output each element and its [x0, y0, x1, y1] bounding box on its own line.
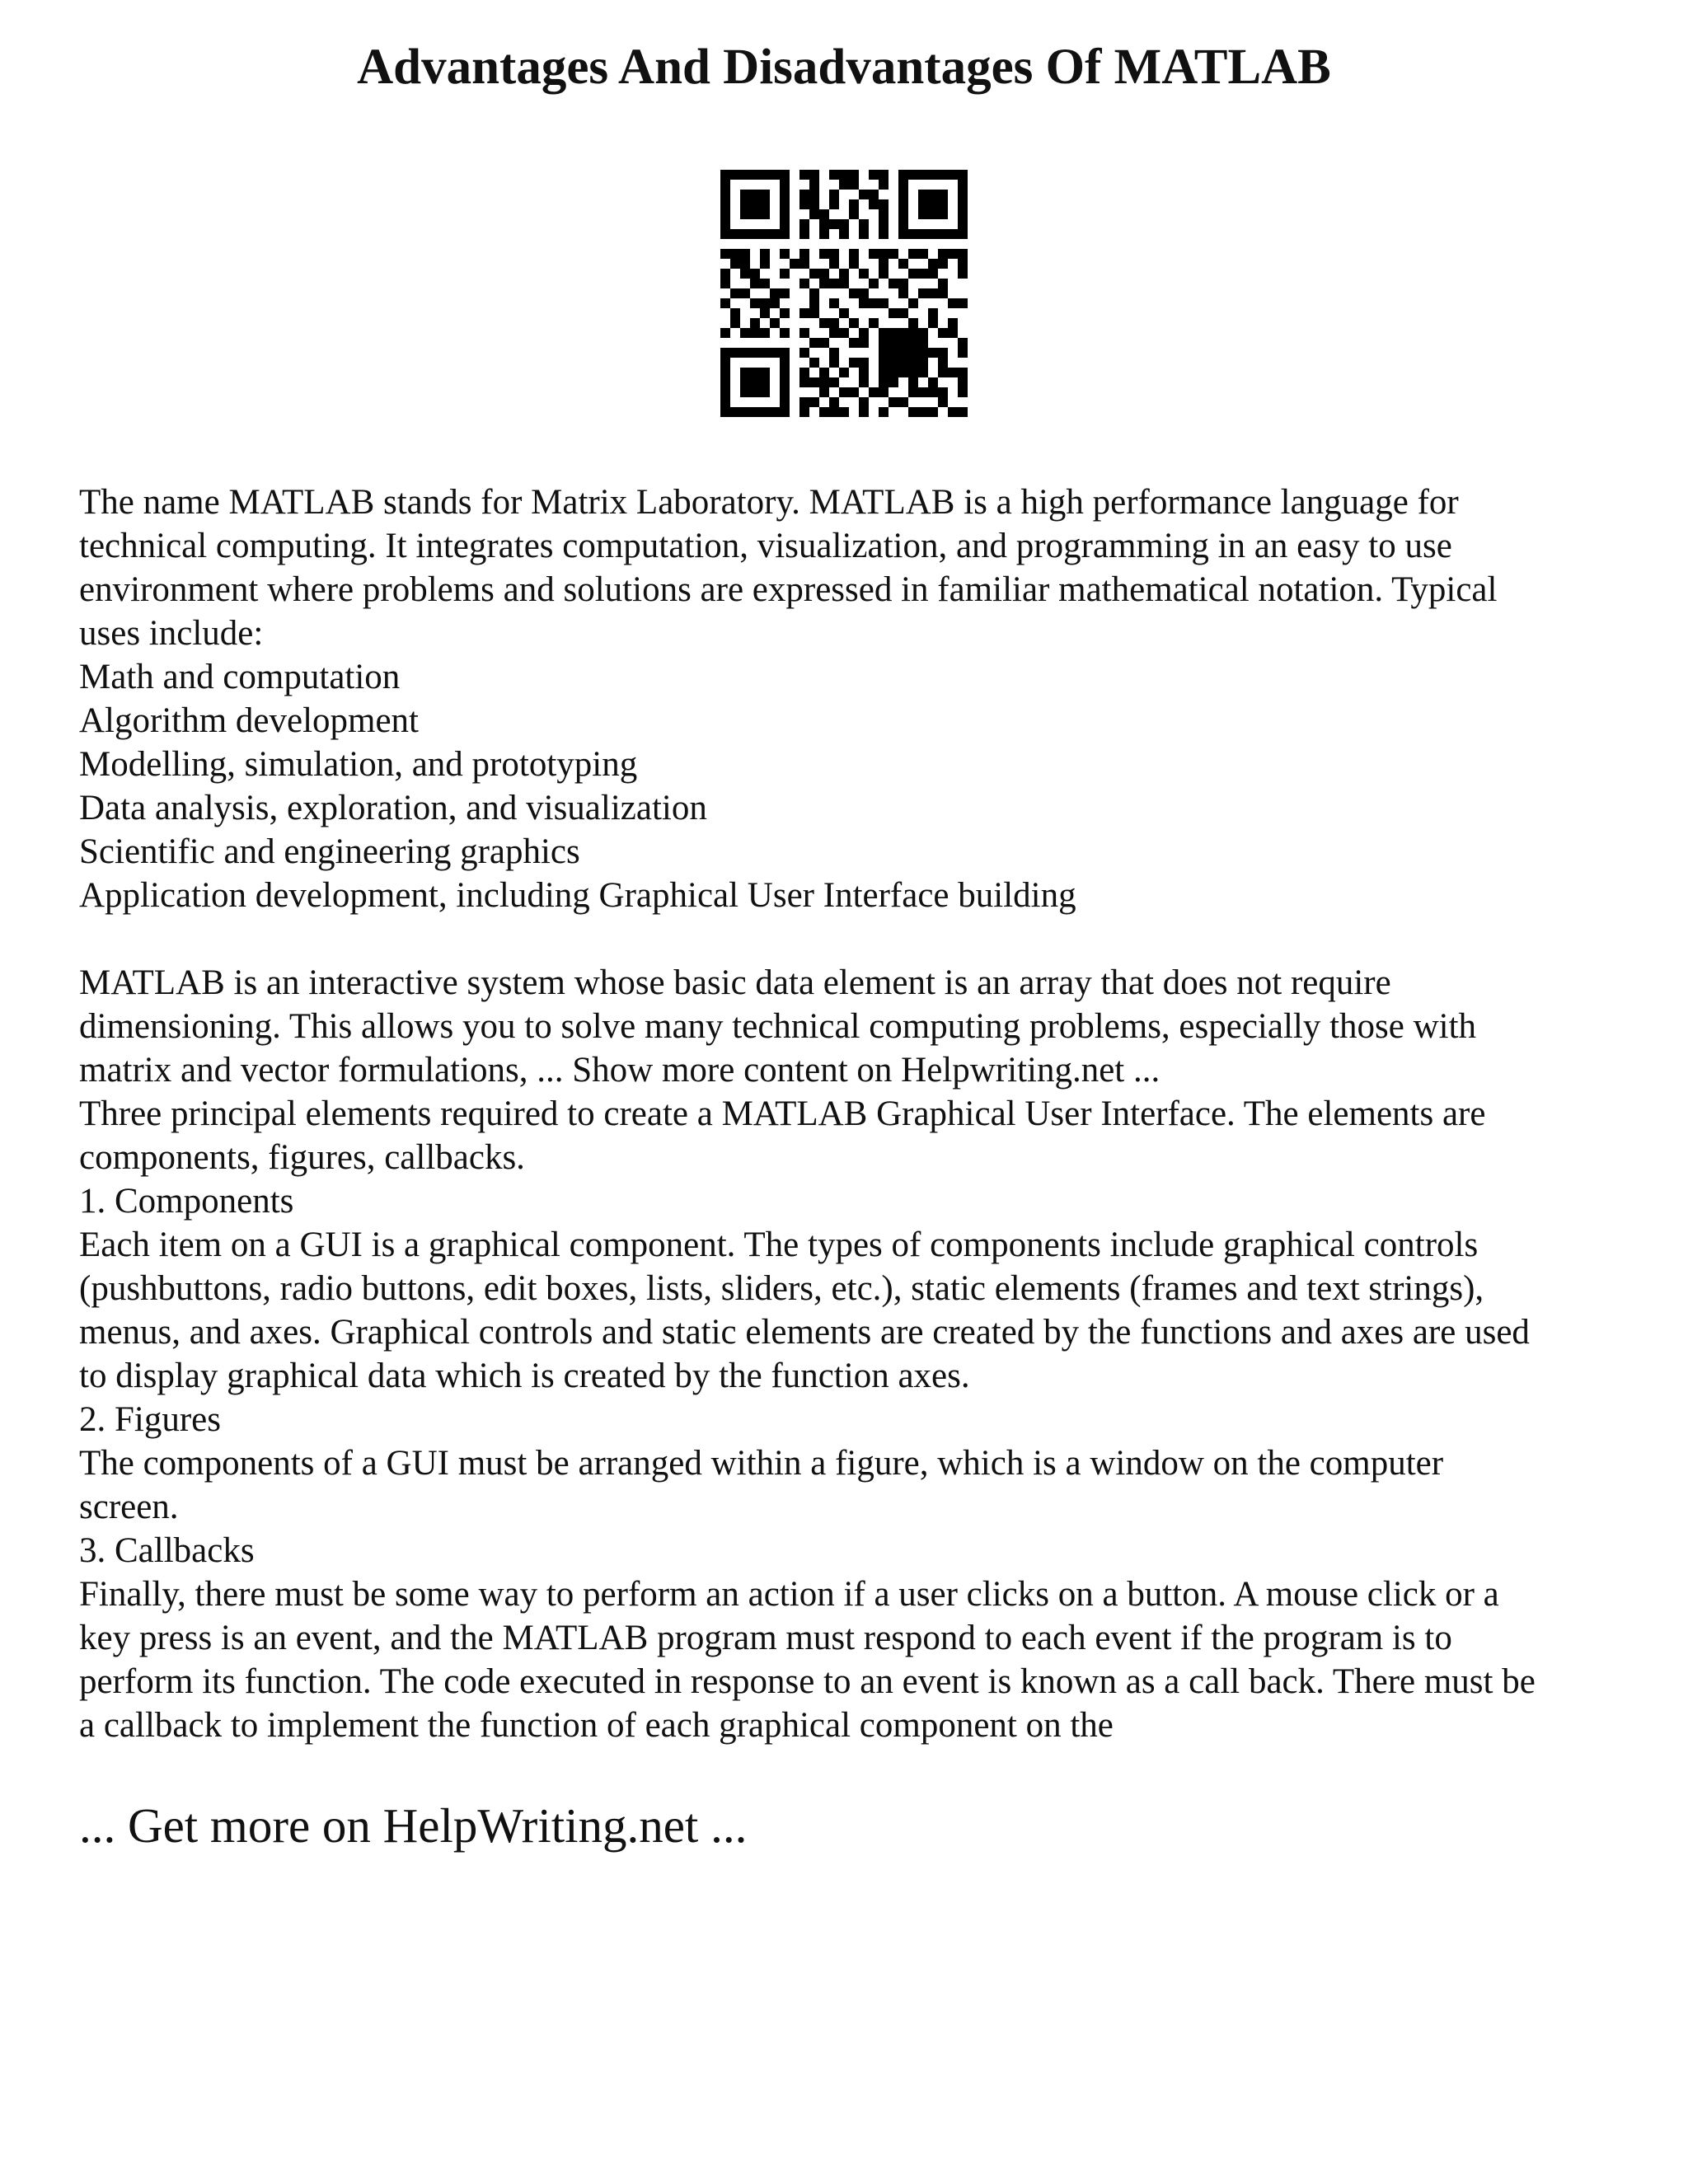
body-line: (pushbuttons, radio buttons, edit boxes, lists, sliders, etc.), static elements (frames and text strings), [79, 1269, 1484, 1308]
section-heading-callbacks: 3. Callbacks [79, 1531, 255, 1570]
qr-code-icon[interactable] [720, 170, 968, 417]
get-more-link[interactable]: ... Get more on HelpWriting.net ... [79, 1798, 748, 1853]
body-line: Three principal elements required to create a MATLAB Graphical User Interface. The elements are [79, 1094, 1486, 1133]
body-line: a callback to implement the function of each graphical component on the [79, 1706, 1114, 1745]
body-line: to display graphical data which is created by the function axes. [79, 1357, 970, 1395]
body-line: menus, and axes. Graphical controls and static elements are created by the functions and axes are used [79, 1313, 1530, 1352]
paragraph-gap [79, 917, 1629, 961]
use-list-item: Data analysis, exploration, and visualization [79, 789, 707, 827]
intro-line: uses include: [79, 614, 264, 653]
body-line: MATLAB is an interactive system whose basic data element is an array that does not require [79, 963, 1391, 1002]
section-heading-figures: 2. Figures [79, 1400, 221, 1439]
body-line: key press is an event, and the MATLAB program must respond to each event if the program is to [79, 1619, 1452, 1657]
intro-line: The name MATLAB stands for Matrix Laboratory. MATLAB is a high performance language for [79, 483, 1459, 522]
article-body [79, 480, 1629, 1747]
body-line: The components of a GUI must be arranged within a figure, which is a window on the computer [79, 1444, 1444, 1483]
use-list-item: Scientific and engineering graphics [79, 832, 580, 871]
body-line: components, figures, callbacks. [79, 1138, 525, 1177]
body-line: Each item on a GUI is a graphical component. The types of components include graphical controls [79, 1226, 1479, 1264]
section-heading-components: 1. Components [79, 1182, 294, 1221]
body-line: matrix and vector formulations, ... Show more content on Helpwriting.net ... [79, 1051, 1160, 1090]
body-line: perform its function. The code executed in response to an event is known as a call back. There must be [79, 1662, 1536, 1701]
use-list-item: Application development, including Graphical User Interface building [79, 876, 1076, 915]
use-list-item: Modelling, simulation, and prototyping [79, 745, 638, 784]
intro-line: technical computing. It integrates computation, visualization, and programming in an easy to use [79, 527, 1452, 565]
use-list-item: Algorithm development [79, 701, 420, 740]
qr-code-graphic [720, 170, 968, 417]
intro-line: environment where problems and solutions are expressed in familiar mathematical notation. Typical [79, 570, 1498, 609]
body-line: dimensioning. This allows you to solve many technical computing problems, especially those with [79, 1007, 1477, 1046]
document-title: Advantages And Disadvantages Of MATLAB [357, 40, 1331, 95]
body-line: Finally, there must be some way to perform an action if a user clicks on a button. A mouse click or a [79, 1575, 1499, 1614]
use-list-item: Math and computation [79, 658, 401, 696]
body-line: screen. [79, 1488, 179, 1526]
